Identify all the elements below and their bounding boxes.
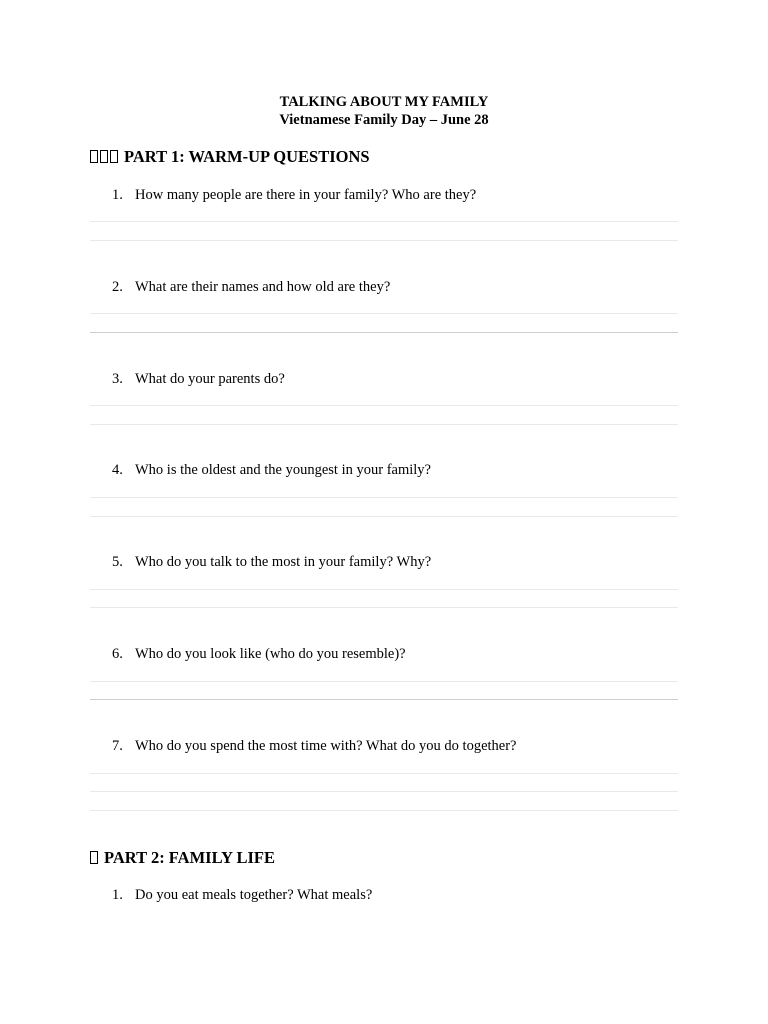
answer-line[interactable] — [90, 791, 678, 792]
question-text: What do your parents do? — [135, 371, 285, 387]
answer-line[interactable] — [90, 699, 678, 700]
document-subtitle: Vietnamese Family Day – June 28 — [279, 112, 489, 128]
question-number: 1. — [112, 887, 123, 903]
question-text: Who do you look like (who do you resemble)? — [135, 646, 406, 662]
part2-heading-text: PART 2: FAMILY LIFE — [104, 848, 276, 867]
missing-glyph-icon — [90, 150, 98, 163]
answer-line[interactable] — [90, 773, 678, 774]
question-number: 6. — [112, 646, 123, 662]
answer-line[interactable] — [90, 405, 678, 406]
answer-line[interactable] — [90, 240, 678, 241]
answer-line[interactable] — [90, 424, 678, 425]
answer-line[interactable] — [90, 589, 678, 590]
answer-line[interactable] — [90, 313, 678, 314]
question-text: What are their names and how old are they? — [135, 279, 391, 295]
part2-heading — [90, 848, 275, 868]
answer-line[interactable] — [90, 332, 678, 333]
question-text: Who is the oldest and the youngest in your family? — [135, 462, 431, 478]
question-text: Do you eat meals together? What meals? — [135, 887, 373, 903]
part1-heading — [90, 147, 370, 167]
part1-heading-icons — [90, 147, 120, 167]
question-number: 1. — [112, 187, 123, 203]
part2-heading-icons — [90, 848, 100, 868]
document-title: TALKING ABOUT MY FAMILY — [279, 94, 489, 110]
answer-line[interactable] — [90, 681, 678, 682]
missing-glyph-icon — [100, 150, 108, 163]
missing-glyph-icon — [110, 150, 118, 163]
question-number: 7. — [112, 738, 123, 754]
question-text: Who do you spend the most time with? What do you do together? — [135, 738, 517, 754]
question-text: How many people are there in your family? Who are they? — [135, 187, 477, 203]
question-number: 3. — [112, 371, 123, 387]
missing-glyph-icon — [90, 851, 98, 864]
answer-line[interactable] — [90, 516, 678, 517]
question-number: 2. — [112, 279, 123, 295]
answer-line[interactable] — [90, 497, 678, 498]
answer-line[interactable] — [90, 221, 678, 222]
part1-heading-text: PART 1: WARM-UP QUESTIONS — [124, 147, 370, 166]
answer-line[interactable] — [90, 607, 678, 608]
question-number: 4. — [112, 462, 123, 478]
question-number: 5. — [112, 554, 123, 570]
answer-line[interactable] — [90, 810, 678, 811]
question-text: Who do you talk to the most in your family? Why? — [135, 554, 432, 570]
